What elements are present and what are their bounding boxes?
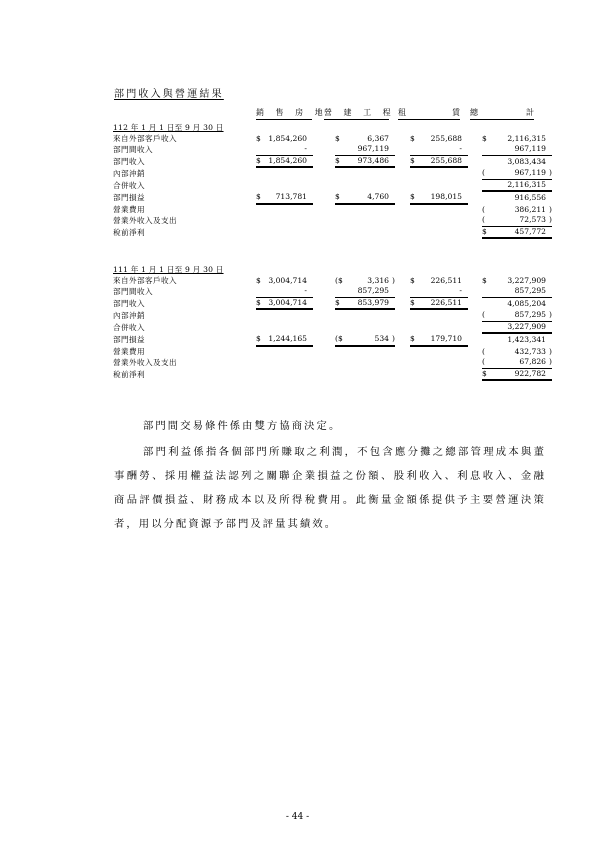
paragraph-segment-profit: 部門利益係指各個部門所賺取之利潤，不包含應分攤之總部管理成本與董事酬勞、採用權益法認列之關聯企業損益之份額、股利收入、利息收入、金融商品評價損益、財務成本以及所得稅費用。此衡量金額係提供予主要營運決策者，用以分配資源予部門及評量其績效。 [114, 446, 546, 530]
amount-value: 916,556 [514, 193, 546, 202]
table-row [113, 286, 543, 298]
row-label: 合併收入 [113, 180, 145, 190]
amount-value: 72,573 [519, 215, 546, 224]
currency-symbol: ($ [335, 275, 343, 285]
amount-cell [320, 347, 398, 358]
amount-cell [473, 215, 552, 227]
currency-symbol: $ [256, 192, 261, 201]
amount-cell [253, 156, 320, 169]
amount-cell [253, 286, 320, 298]
page-number: - 44 - [285, 812, 310, 822]
amount-value: 857,295 [357, 286, 389, 295]
table-row [113, 205, 543, 216]
amount-value: - [304, 286, 307, 295]
amount-value: 3,227,909 [507, 275, 546, 285]
amount-cell [253, 205, 320, 216]
column-header-sales: 銷 售 房 地 [256, 107, 312, 120]
currency-symbol: $ [482, 275, 487, 285]
amount-value: 2,116,315 [507, 133, 546, 143]
currency-symbol: ( [482, 357, 485, 366]
currency-symbol: $ [410, 297, 415, 307]
segment-table-2022 [113, 265, 552, 381]
amount-value: 973,486 [357, 155, 389, 165]
amount-value: 967,119 [514, 168, 546, 177]
amount-cell [398, 310, 473, 322]
row-label: 稅前淨利 [113, 369, 145, 379]
amount-cell [253, 134, 320, 145]
amount-value: 967,119 [357, 144, 389, 153]
amount-cell [473, 144, 546, 156]
amount-cell [473, 204, 552, 216]
currency-symbol: $ [482, 368, 487, 378]
amount-cell [253, 276, 320, 287]
amount-value: - [304, 144, 307, 153]
currency-symbol: $ [482, 226, 487, 236]
amount-value: 2,116,315 [507, 179, 546, 189]
row-label: 部門收入 [113, 156, 145, 166]
row-label: 來自外部客戶收入 [113, 133, 177, 143]
amount-value: 857,295 [514, 286, 546, 295]
amount-cell [320, 276, 398, 287]
amount-cell [320, 134, 398, 145]
amount-value: 1,854,260 [268, 155, 307, 165]
amount-cell [253, 347, 320, 358]
table-row [113, 134, 543, 145]
amount-value: 967,119 [514, 144, 546, 153]
closing-paren: ) [549, 215, 552, 224]
period-label: 112 年 1 月 1 日至 9 月 30 日 [113, 123, 224, 132]
table-row [113, 144, 543, 156]
column-header-rental-left: 租 [398, 108, 411, 117]
row-label: 內部沖銷 [113, 310, 145, 320]
currency-symbol: ( [482, 168, 485, 177]
currency-symbol: ( [482, 215, 485, 224]
amount-value: 3,083,434 [507, 156, 546, 166]
table-row [113, 334, 543, 347]
table-row [113, 276, 543, 287]
amount-cell [320, 205, 398, 216]
column-header-rental-right: 賃 [452, 108, 460, 117]
amount-cell [473, 346, 552, 358]
currency-symbol: $ [335, 133, 340, 143]
section-title: 部門收入與營運結果 [114, 89, 224, 100]
closing-paren: ) [392, 334, 395, 343]
amount-cell [398, 144, 473, 156]
amount-cell [320, 180, 398, 193]
amount-cell [473, 133, 546, 145]
currency-symbol: $ [335, 297, 340, 307]
amount-cell [398, 298, 473, 311]
amount-cell [320, 215, 398, 227]
amount-cell [398, 334, 473, 347]
amount-cell [253, 144, 320, 156]
amount-cell [253, 322, 320, 335]
amount-value: 713,781 [275, 192, 307, 201]
amount-cell [473, 286, 546, 298]
amount-value: 3,227,909 [507, 321, 546, 331]
amount-value: 6,367 [367, 133, 389, 143]
amount-value: 1,244,165 [268, 334, 307, 343]
currency-symbol: $ [410, 334, 415, 343]
amount-value: 179,710 [430, 334, 462, 343]
row-label: 部門間收入 [113, 286, 153, 296]
currency-symbol: $ [410, 133, 415, 143]
amount-cell [398, 322, 473, 335]
amount-value: 457,772 [514, 226, 546, 236]
amount-cell [473, 275, 546, 287]
currency-symbol: $ [256, 133, 261, 143]
amount-cell [473, 168, 552, 180]
amount-cell [320, 156, 398, 169]
amount-cell [253, 168, 320, 180]
table-row [113, 168, 543, 180]
amount-cell [320, 310, 398, 322]
amount-cell [253, 369, 320, 382]
amount-cell [398, 192, 473, 205]
amount-value: 3,004,714 [268, 297, 307, 307]
amount-cell [320, 286, 398, 298]
currency-symbol: ($ [335, 334, 343, 343]
amount-value: 853,979 [357, 297, 389, 307]
table-row [113, 357, 543, 369]
row-label: 合併收入 [113, 322, 145, 332]
amount-cell [320, 192, 398, 205]
amount-value: - [459, 286, 462, 295]
amount-cell [473, 226, 546, 240]
amount-cell [398, 134, 473, 145]
amount-cell [398, 286, 473, 298]
amount-value: 432,733 [514, 346, 546, 356]
amount-cell [253, 357, 320, 369]
amount-cell [398, 180, 473, 193]
closing-paren: ) [392, 275, 395, 285]
amount-cell [320, 357, 398, 369]
amount-value: 255,688 [430, 155, 462, 165]
amount-cell [398, 357, 473, 369]
table-row [113, 215, 543, 227]
currency-symbol: $ [256, 275, 261, 285]
closing-paren: ) [549, 357, 552, 366]
amount-cell [473, 192, 546, 205]
amount-value: 1,423,341 [507, 335, 546, 344]
amount-cell [473, 179, 546, 193]
column-header-total-left: 總 [470, 108, 483, 117]
amount-cell [320, 369, 398, 382]
amount-cell [320, 144, 398, 156]
closing-paren: ) [549, 310, 552, 319]
closing-paren: ) [549, 346, 552, 356]
currency-symbol: $ [256, 297, 261, 307]
amount-cell [320, 298, 398, 311]
paragraph-transaction-terms: 部門間交易條件係由雙方協商決定。 [143, 420, 342, 432]
period-label: 111 年 1 月 1 日至 9 月 30 日 [113, 265, 224, 274]
amount-cell [253, 215, 320, 227]
amount-value: - [459, 144, 462, 153]
amount-cell [398, 276, 473, 287]
amount-value: 4,085,204 [507, 298, 546, 308]
amount-cell [473, 310, 552, 322]
amount-cell [473, 334, 546, 347]
currency-symbol: $ [482, 133, 487, 143]
amount-value: 255,688 [430, 133, 462, 143]
amount-value: 386,211 [514, 204, 546, 214]
table-row [113, 347, 543, 358]
period-row [113, 265, 543, 276]
amount-cell [253, 298, 320, 311]
amount-cell [398, 168, 473, 180]
amount-cell [398, 215, 473, 227]
closing-paren: ) [549, 168, 552, 177]
currency-symbol: ( [482, 346, 485, 356]
currency-symbol: ( [482, 310, 485, 319]
amount-cell [320, 227, 398, 240]
row-label: 營業費用 [113, 346, 145, 356]
amount-value: 3,316 [367, 275, 389, 285]
table-row [113, 180, 543, 193]
amount-cell [253, 310, 320, 322]
period-row [113, 123, 543, 134]
amount-cell [398, 205, 473, 216]
closing-paren: ) [549, 204, 552, 214]
table-row [113, 369, 543, 382]
segment-table-2023 [113, 123, 552, 239]
amount-cell [253, 180, 320, 193]
amount-cell [473, 321, 546, 335]
column-header-rental [398, 107, 460, 120]
amount-cell [398, 369, 473, 382]
currency-symbol: ( [482, 204, 485, 214]
row-label: 營業外收入及支出 [113, 215, 177, 225]
amount-cell [320, 334, 398, 347]
amount-cell [253, 227, 320, 240]
amount-cell [253, 334, 320, 347]
currency-symbol: $ [410, 155, 415, 165]
row-label: 內部沖銷 [113, 168, 145, 178]
table-row [113, 192, 543, 205]
row-label: 部門間收入 [113, 144, 153, 154]
amount-cell [320, 168, 398, 180]
amount-value: 857,295 [514, 310, 546, 319]
amount-value: 226,511 [430, 297, 462, 307]
amount-value: 67,826 [519, 357, 546, 366]
column-header-total [470, 107, 534, 120]
amount-value: 3,004,714 [268, 275, 307, 285]
amount-cell [473, 368, 546, 382]
row-label: 部門收入 [113, 298, 145, 308]
row-label: 部門損益 [113, 335, 145, 344]
amount-cell [320, 322, 398, 335]
amount-cell [398, 347, 473, 358]
table-row [113, 298, 543, 311]
amount-value: 4,760 [367, 192, 389, 201]
table-row [113, 310, 543, 322]
table-row [113, 227, 543, 240]
amount-value: 226,511 [430, 275, 462, 285]
amount-cell [473, 156, 546, 169]
table-row [113, 156, 543, 169]
row-label: 來自外部客戶收入 [113, 275, 177, 285]
row-label: 營業費用 [113, 204, 145, 214]
currency-symbol: $ [256, 334, 261, 343]
currency-symbol: $ [256, 155, 261, 165]
column-header-total-right: 計 [526, 108, 534, 117]
amount-cell [473, 298, 546, 311]
amount-value: 1,854,260 [268, 133, 307, 143]
currency-symbol: $ [410, 275, 415, 285]
row-label: 營業外收入及支出 [113, 357, 177, 367]
amount-cell [398, 156, 473, 169]
row-label: 部門損益 [113, 193, 145, 202]
amount-cell [473, 357, 552, 369]
amount-value: 198,015 [430, 192, 462, 201]
row-label: 稅前淨利 [113, 227, 145, 237]
currency-symbol: $ [335, 155, 340, 165]
table-row [113, 322, 543, 335]
amount-value: 922,782 [514, 368, 546, 378]
amount-cell [253, 192, 320, 205]
amount-cell [398, 227, 473, 240]
currency-symbol: $ [335, 192, 340, 201]
currency-symbol: $ [410, 192, 415, 201]
column-header-construction: 營 建 工 程 [324, 107, 389, 120]
amount-value: 534 [374, 334, 389, 343]
